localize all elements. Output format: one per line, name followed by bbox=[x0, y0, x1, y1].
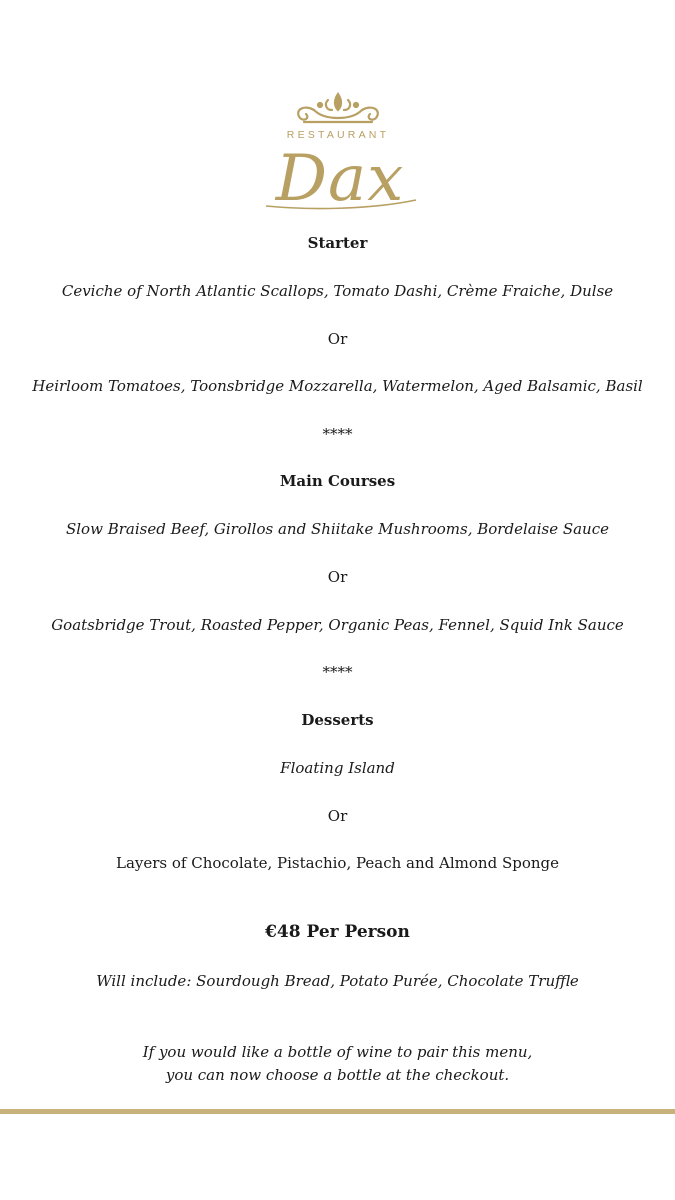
desserts-heading: Desserts bbox=[301, 711, 374, 729]
desserts-option-2: Layers of Chocolate, Pistachio, Peach and Almond Sponge bbox=[115, 854, 559, 872]
desserts-or: Or bbox=[327, 807, 348, 825]
separator-1: **** bbox=[322, 425, 353, 443]
includes-note: Will include: Sourdough Bread, Potato Purée, Chocolate Truffle bbox=[96, 972, 579, 990]
mains-or: Or bbox=[327, 568, 348, 586]
footer-gold-rule bbox=[0, 1109, 675, 1114]
restaurant-logo bbox=[0, 88, 675, 212]
mains-heading: Main Courses bbox=[279, 472, 396, 490]
mains-option-1: Slow Braised Beef, Girollos and Shiitake Mushrooms, Bordelaise Sauce bbox=[65, 520, 609, 538]
logo-restaurant-text: RESTAURANT bbox=[286, 129, 389, 141]
starter-or: Or bbox=[327, 330, 348, 348]
ornament-icon bbox=[298, 94, 378, 122]
logo-graphic bbox=[248, 88, 428, 212]
logo-script-text: Dax bbox=[275, 142, 404, 212]
wine-note-line-1: If you would like a bottle of wine to pair this menu, bbox=[142, 1043, 533, 1061]
starter-option-2: Heirloom Tomatoes, Toonsbridge Mozzarella, Watermelon, Aged Balsamic, Basil bbox=[32, 377, 643, 395]
starter-heading: Starter bbox=[307, 234, 368, 252]
wine-note-line-2: you can now choose a bottle at the checkout. bbox=[165, 1066, 510, 1084]
mains-option-2: Goatsbridge Trout, Roasted Pepper, Organic Peas, Fennel, Squid Ink Sauce bbox=[51, 616, 624, 634]
separator-2: **** bbox=[322, 663, 353, 681]
price: €48 Per Person bbox=[265, 922, 410, 942]
starter-option-1: Ceviche of North Atlantic Scallops, Tomato Dashi, Crème Fraiche, Dulse bbox=[61, 282, 614, 300]
desserts-option-1: Floating Island bbox=[280, 759, 395, 777]
